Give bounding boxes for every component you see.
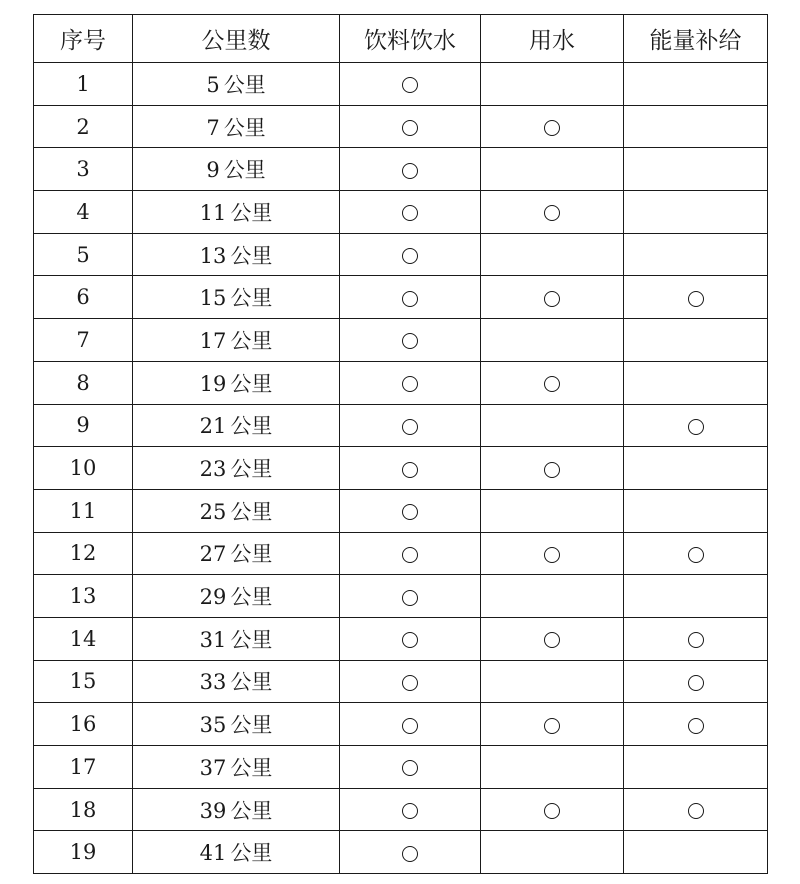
kilometer-unit: 公里 [230, 670, 273, 695]
table-row [34, 319, 768, 362]
cell-energy-supply [624, 660, 768, 703]
cell-drinks-water [340, 831, 481, 874]
table-row [34, 276, 768, 319]
cell-kilometers [133, 319, 340, 362]
kilometer-value: 33 [199, 670, 227, 695]
kilometer-unit: 公里 [230, 585, 273, 610]
circle-mark-icon [544, 547, 560, 563]
circle-mark-icon [402, 376, 418, 392]
kilometer-value: 29 [199, 585, 227, 610]
kilometer-value: 7 [206, 115, 220, 140]
kilometer-value: 17 [199, 328, 227, 353]
cell-energy-supply [624, 831, 768, 874]
table-row [34, 404, 768, 447]
cell-energy-supply [624, 361, 768, 404]
header-usage-water: 用水 [481, 15, 624, 63]
circle-mark-icon [688, 419, 704, 435]
circle-mark-icon [402, 632, 418, 648]
table-row [34, 788, 768, 831]
cell-energy-supply [624, 191, 768, 234]
circle-mark-icon [688, 803, 704, 819]
circle-mark-icon [544, 632, 560, 648]
cell-index: 12 [34, 532, 133, 575]
circle-mark-icon [402, 462, 418, 478]
cell-usage-water [481, 575, 624, 618]
kilometer-value: 15 [199, 286, 227, 311]
cell-usage-water [481, 532, 624, 575]
cell-drinks-water [340, 660, 481, 703]
cell-kilometers [133, 532, 340, 575]
circle-mark-icon [544, 205, 560, 221]
cell-index: 13 [34, 575, 133, 618]
cell-drinks-water [340, 319, 481, 362]
cell-energy-supply [624, 63, 768, 106]
cell-kilometers [133, 447, 340, 490]
circle-mark-icon [402, 675, 418, 691]
circle-mark-icon [402, 419, 418, 435]
circle-mark-icon [688, 675, 704, 691]
cell-energy-supply [624, 148, 768, 191]
table-row [34, 361, 768, 404]
cell-kilometers [133, 148, 340, 191]
kilometer-unit: 公里 [230, 200, 273, 225]
cell-energy-supply [624, 447, 768, 490]
circle-mark-icon [544, 718, 560, 734]
kilometer-value: 23 [199, 457, 227, 482]
cell-energy-supply [624, 489, 768, 532]
table-row [34, 63, 768, 106]
cell-index: 16 [34, 703, 133, 746]
table-row [34, 191, 768, 234]
cell-usage-water [481, 660, 624, 703]
kilometer-unit: 公里 [230, 328, 273, 353]
kilometer-unit: 公里 [223, 158, 266, 183]
circle-mark-icon [402, 504, 418, 520]
cell-index: 10 [34, 447, 133, 490]
kilometer-unit: 公里 [230, 286, 273, 311]
kilometer-unit: 公里 [230, 542, 273, 567]
cell-index: 11 [34, 489, 133, 532]
cell-kilometers [133, 276, 340, 319]
cell-usage-water [481, 617, 624, 660]
table-row [34, 105, 768, 148]
circle-mark-icon [544, 803, 560, 819]
table-row [34, 617, 768, 660]
cell-usage-water [481, 447, 624, 490]
kilometer-value: 11 [199, 200, 227, 225]
cell-drinks-water [340, 361, 481, 404]
cell-usage-water [481, 191, 624, 234]
cell-usage-water [481, 404, 624, 447]
cell-usage-water [481, 746, 624, 789]
cell-usage-water [481, 319, 624, 362]
circle-mark-icon [544, 376, 560, 392]
kilometer-unit: 公里 [223, 115, 266, 140]
circle-mark-icon [402, 547, 418, 563]
circle-mark-icon [402, 291, 418, 307]
table-row [34, 703, 768, 746]
cell-drinks-water [340, 788, 481, 831]
kilometer-value: 27 [199, 542, 227, 567]
cell-energy-supply [624, 105, 768, 148]
circle-mark-icon [402, 590, 418, 606]
kilometer-value: 13 [199, 243, 227, 268]
cell-index: 5 [34, 233, 133, 276]
cell-kilometers [133, 191, 340, 234]
kilometer-unit: 公里 [230, 499, 273, 524]
cell-index: 3 [34, 148, 133, 191]
kilometer-unit: 公里 [230, 841, 273, 866]
cell-drinks-water [340, 191, 481, 234]
cell-energy-supply [624, 404, 768, 447]
cell-drinks-water [340, 233, 481, 276]
kilometer-value: 9 [206, 158, 220, 183]
table-row [34, 233, 768, 276]
table-body [34, 63, 768, 874]
header-drinks-water: 饮料饮水 [340, 15, 481, 63]
cell-usage-water [481, 788, 624, 831]
cell-usage-water [481, 105, 624, 148]
cell-index: 14 [34, 617, 133, 660]
kilometer-unit: 公里 [230, 457, 273, 482]
supply-station-table [33, 14, 768, 874]
cell-index: 6 [34, 276, 133, 319]
cell-usage-water [481, 276, 624, 319]
cell-kilometers [133, 660, 340, 703]
cell-energy-supply [624, 575, 768, 618]
cell-energy-supply [624, 276, 768, 319]
cell-drinks-water [340, 703, 481, 746]
circle-mark-icon [544, 120, 560, 136]
circle-mark-icon [688, 718, 704, 734]
cell-drinks-water [340, 447, 481, 490]
cell-kilometers [133, 105, 340, 148]
cell-index: 17 [34, 746, 133, 789]
cell-energy-supply [624, 617, 768, 660]
kilometer-value: 37 [199, 755, 227, 780]
cell-index: 19 [34, 831, 133, 874]
kilometer-value: 5 [206, 72, 220, 97]
cell-index: 18 [34, 788, 133, 831]
cell-index: 4 [34, 191, 133, 234]
cell-kilometers [133, 575, 340, 618]
kilometer-value: 31 [199, 627, 227, 652]
cell-kilometers [133, 703, 340, 746]
cell-index: 9 [34, 404, 133, 447]
cell-drinks-water [340, 276, 481, 319]
kilometer-value: 25 [199, 499, 227, 524]
circle-mark-icon [402, 718, 418, 734]
circle-mark-icon [402, 163, 418, 179]
cell-drinks-water [340, 148, 481, 191]
cell-index: 7 [34, 319, 133, 362]
kilometer-unit: 公里 [230, 243, 273, 268]
table-row [34, 447, 768, 490]
cell-index: 1 [34, 63, 133, 106]
cell-energy-supply [624, 233, 768, 276]
cell-index: 15 [34, 660, 133, 703]
cell-drinks-water [340, 575, 481, 618]
table-row [34, 148, 768, 191]
cell-drinks-water [340, 746, 481, 789]
circle-mark-icon [688, 291, 704, 307]
table-row [34, 489, 768, 532]
cell-drinks-water [340, 404, 481, 447]
header-kilometers: 公里数 [133, 15, 340, 63]
cell-kilometers [133, 489, 340, 532]
cell-energy-supply [624, 319, 768, 362]
kilometer-value: 41 [199, 841, 227, 866]
kilometer-unit: 公里 [230, 414, 273, 439]
cell-energy-supply [624, 746, 768, 789]
kilometer-unit: 公里 [230, 755, 273, 780]
table-row [34, 575, 768, 618]
cell-energy-supply [624, 788, 768, 831]
kilometer-value: 19 [199, 371, 227, 396]
kilometer-value: 21 [199, 414, 227, 439]
kilometer-unit: 公里 [230, 713, 273, 738]
table-row [34, 746, 768, 789]
circle-mark-icon [402, 205, 418, 221]
cell-drinks-water [340, 489, 481, 532]
cell-usage-water [481, 148, 624, 191]
circle-mark-icon [402, 760, 418, 776]
circle-mark-icon [402, 248, 418, 264]
table-header-row [34, 15, 768, 63]
cell-usage-water [481, 703, 624, 746]
cell-kilometers [133, 831, 340, 874]
cell-usage-water [481, 831, 624, 874]
kilometer-unit: 公里 [230, 371, 273, 396]
cell-drinks-water [340, 105, 481, 148]
table-row [34, 532, 768, 575]
cell-kilometers [133, 233, 340, 276]
cell-kilometers [133, 404, 340, 447]
cell-usage-water [481, 233, 624, 276]
circle-mark-icon [402, 77, 418, 93]
cell-index: 8 [34, 361, 133, 404]
cell-usage-water [481, 63, 624, 106]
kilometer-value: 35 [199, 713, 227, 738]
circle-mark-icon [688, 547, 704, 563]
circle-mark-icon [402, 120, 418, 136]
table-row [34, 660, 768, 703]
kilometer-unit: 公里 [230, 798, 273, 823]
circle-mark-icon [402, 333, 418, 349]
kilometer-unit: 公里 [223, 72, 266, 97]
cell-kilometers [133, 617, 340, 660]
cell-drinks-water [340, 532, 481, 575]
cell-drinks-water [340, 63, 481, 106]
kilometer-unit: 公里 [230, 627, 273, 652]
circle-mark-icon [402, 846, 418, 862]
kilometer-value: 39 [199, 798, 227, 823]
cell-kilometers [133, 746, 340, 789]
circle-mark-icon [402, 803, 418, 819]
table-row [34, 831, 768, 874]
header-energy-supply: 能量补给 [624, 15, 768, 63]
cell-drinks-water [340, 617, 481, 660]
cell-kilometers [133, 361, 340, 404]
circle-mark-icon [544, 462, 560, 478]
cell-index: 2 [34, 105, 133, 148]
cell-usage-water [481, 361, 624, 404]
cell-kilometers [133, 63, 340, 106]
header-index: 序号 [34, 15, 133, 63]
circle-mark-icon [688, 632, 704, 648]
cell-energy-supply [624, 532, 768, 575]
cell-usage-water [481, 489, 624, 532]
cell-energy-supply [624, 703, 768, 746]
circle-mark-icon [544, 291, 560, 307]
cell-kilometers [133, 788, 340, 831]
